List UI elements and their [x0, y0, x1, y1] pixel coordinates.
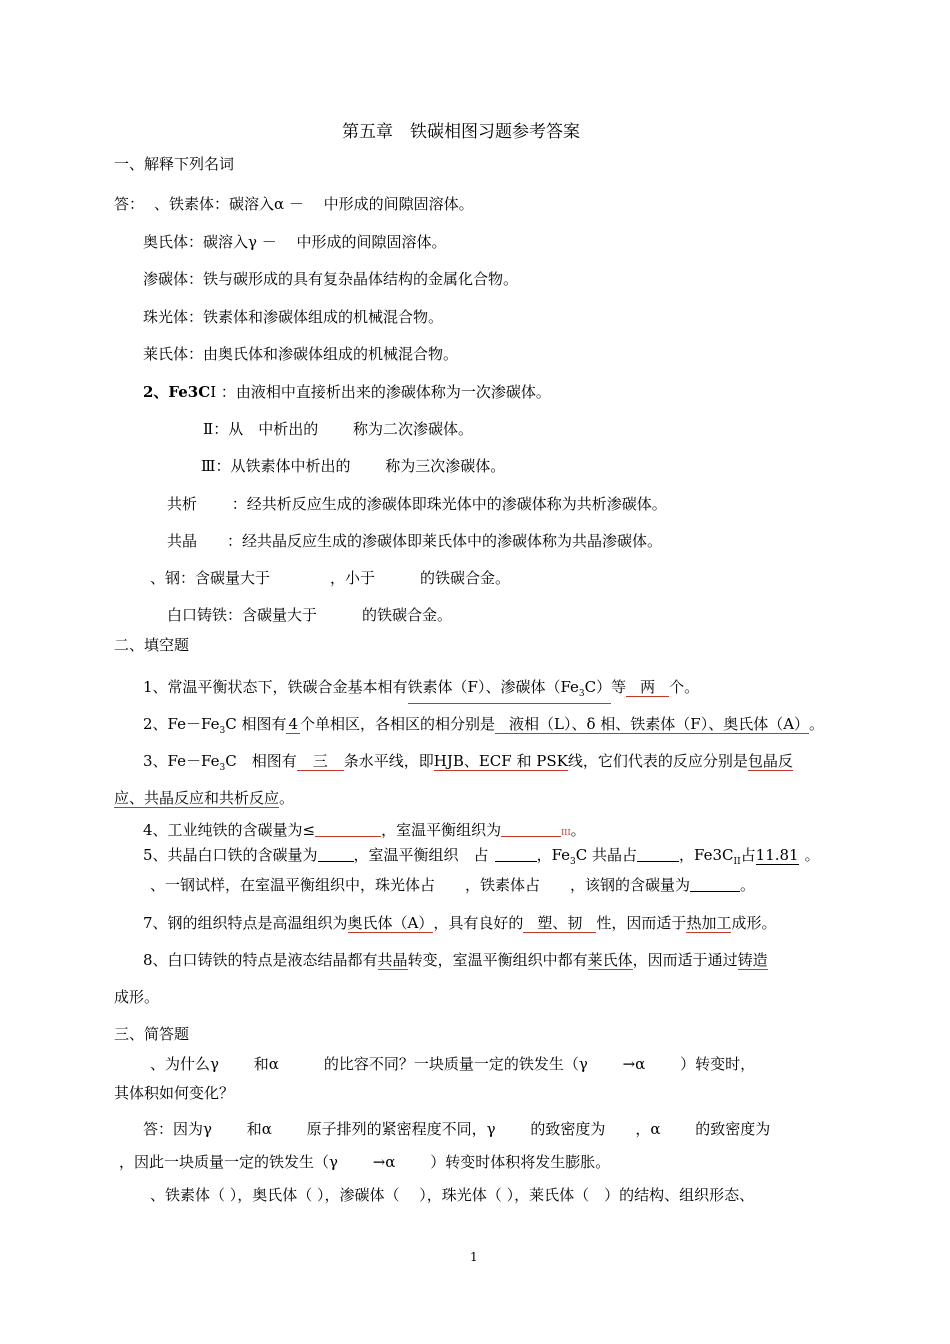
fill-q6-text: 、一钢试样，在室温平衡组织中，珠光体占 ，铁素体占 ，该钢的含碳量为: [150, 876, 691, 894]
fill-q7-text-b: ，具有良好的: [433, 914, 524, 932]
fill-q8-text: 8、白口铸铁的特点是液态结晶都有: [143, 951, 378, 969]
fill-q4-text-b: ，室温平衡组织为: [381, 821, 502, 839]
fill-q7: [143, 913, 776, 933]
short-q1-cont: 其体积如何变化？: [114, 1084, 235, 1102]
fill-q1-answer-count: 两: [626, 679, 669, 697]
fill-q3-answer-lines: HJB、ECF 和 PSK: [433, 752, 568, 770]
fill-q3: [143, 751, 793, 778]
fill-q3-cont: [114, 788, 294, 808]
fill-q1-answer-phases: [408, 679, 612, 704]
fill-q8-text-c: ，因而适于通过: [632, 951, 738, 969]
fill-q1-text-c: 个。: [669, 678, 700, 696]
fill-q5-blank-carbon: [318, 846, 354, 862]
fill-q3-text-d: 线，它们代表的反应分别是: [567, 752, 748, 770]
fill-q3-sub: 3: [219, 763, 226, 773]
fill-q5-blank-ratio: [495, 846, 537, 862]
term-fe3c-label: 2、Fe3C: [143, 383, 211, 401]
fill-q2-answer-phases: 液相（L）、δ 相、铁素体（F）、奥氏体（A）: [495, 716, 809, 734]
fill-q3-answer-count: 三: [297, 753, 344, 771]
short-q2: 、铁素体（ ），奥氏体（ ），渗碳体（ ），珠光体（ ），莱氏体（ ）的结构、组织形态、: [150, 1186, 755, 1204]
fill-q7-text: 7、钢的组织特点是高温组织为: [143, 914, 348, 932]
fill-q6-blank-carbon: [690, 876, 740, 892]
fill-q3-answer-reactions-b: 应、共晶反应和共析反应: [114, 789, 280, 807]
section-heading-1: 一、解释下列名词: [114, 155, 235, 173]
fill-q5-text-b: ，室温平衡组织 占: [353, 846, 489, 864]
term-pearlite: 珠光体：铁素体和渗碳体组成的机械混合物。: [143, 308, 444, 326]
fill-q5-text-d: C 共晶占: [575, 846, 638, 864]
short-a1: 答：因为γ 和α 原子排列的紧密程度不同，γ 的致密度为 ，α 的致密度为: [143, 1120, 771, 1138]
term-steel: 、钢：含碳量大于 ，小于 的铁碳合金。: [150, 569, 511, 587]
section-heading-2: 二、填空题: [114, 636, 190, 654]
fill-q4-text-c: 。: [570, 821, 586, 839]
fill-q2-sub: 3: [219, 726, 226, 736]
fill-q8-answer-ledeburite: 莱氏体: [587, 951, 633, 969]
term-ferrite: 、铁素体：碳溶入α － 中形成的间隙固溶体。: [154, 195, 474, 213]
fill-q6-text-b: 。: [740, 876, 756, 894]
fill-q7-answer-ductile: 塑、韧: [523, 915, 596, 933]
fill-q5-answer-fe3c2: 11.81: [755, 846, 799, 864]
fill-q4-text: 4、工业纯铁的含碳量为≤: [143, 821, 316, 839]
term-fe3c-tertiary: Ⅲ：从铁素体中析出的 称为三次渗碳体。: [201, 457, 506, 475]
fill-q8-answer-casting: 铸造: [737, 951, 768, 969]
fill-q3-text-c: 条水平线，即: [343, 752, 434, 770]
fill-q2-answer-count: 4: [288, 715, 299, 733]
fill-q4-mark: III: [561, 828, 571, 837]
term-cementite: 渗碳体：铁与碳形成的具有复杂晶体结构的金属化合物。: [143, 270, 519, 288]
fill-q8-text-b: 转变，室温平衡组织中都有: [407, 951, 588, 969]
fill-q7-text-c: 性，因而适于: [596, 914, 687, 932]
fill-q8-answer-eutectic: 共晶: [377, 951, 408, 969]
fill-q2-text: 2、Fe－Fe: [143, 715, 220, 733]
fill-q2-text-c: 个单相区，各相区的相分别是: [300, 715, 496, 733]
fill-q5-sub2: II: [733, 857, 741, 867]
fill-q1-text-b: 等: [611, 678, 627, 696]
fill-q5-text-f: 占: [740, 846, 756, 864]
fill-q4: [143, 820, 586, 843]
short-a1-cont: ，因此一块质量一定的铁发生（γ →α ）转变时体积将发生膨胀。: [119, 1153, 611, 1171]
fill-q5-text: 5、共晶白口铁的含碳量为: [143, 846, 318, 864]
term-white-cast-iron: 白口铸铁：含碳量大于 的铁碳合金。: [167, 606, 453, 624]
fill-q7-text-d: 成形。: [731, 914, 777, 932]
fill-q3-answer-reactions-a: 包晶反: [747, 752, 793, 770]
term-fe3c-primary: [143, 382, 551, 402]
fill-q5-text-g: 。: [804, 846, 820, 864]
short-q1: 、为什么γ 和α 的比容不同？一块质量一定的铁发生（γ →α ）转变时，: [150, 1055, 756, 1073]
fill-q5-text-e: ，Fe3C: [679, 846, 734, 864]
section-heading-3: 三、简答题: [114, 1025, 190, 1043]
fill-q8: [143, 950, 768, 970]
fill-q1-sub: 3: [578, 689, 585, 699]
fill-q8-cont: 成形。: [114, 988, 160, 1006]
fill-q1-answer-b: C）: [584, 678, 612, 696]
fill-q3-text: 3、Fe－Fe: [143, 752, 220, 770]
page-title: 第五章 铁碳相图习题参考答案: [342, 122, 580, 142]
fill-q4-blank-structure: [501, 821, 561, 837]
fill-q1-answer-a: 铁素体（F）、渗碳体（Fe: [407, 678, 579, 696]
fill-q5-sub: 3: [570, 857, 576, 867]
page-number: 1: [470, 1250, 478, 1264]
term-austenite: 奥氏体：碳溶入γ － 中形成的间隙固溶体。: [143, 233, 447, 251]
term-eutectoid-cementite: 共析 ：经共析反应生成的渗碳体即珠光体中的渗碳体称为共析渗碳体。: [167, 495, 667, 513]
fill-q5: [143, 845, 820, 872]
term-fe3c-secondary: Ⅱ：从 中析出的 称为二次渗碳体。: [203, 420, 473, 438]
term-fe3c-primary-text: Ⅰ ：由液相中直接析出来的渗碳体称为一次渗碳体。: [210, 383, 551, 401]
fill-q7-answer-austenite: 奥氏体（A）: [347, 914, 434, 932]
fill-q3-text-e: 。: [279, 789, 295, 807]
answer-prefix: 答：: [114, 195, 145, 213]
fill-q2-text-b: C 相图有: [225, 715, 287, 733]
fill-q3-text-b: C 相图有: [225, 752, 297, 770]
fill-q5-blank-eutectic: [637, 846, 679, 862]
fill-q4-blank-carbon: [315, 821, 381, 837]
fill-q2-text-d: 。: [809, 715, 825, 733]
fill-q7-answer-hotwork: 热加工: [686, 914, 732, 932]
term-ledeburite: 莱氏体：由奥氏体和渗碳体组成的机械混合物。: [143, 345, 459, 363]
fill-q5-text-c: ，Fe: [536, 846, 571, 864]
fill-q2: [143, 714, 824, 741]
fill-q1: [143, 677, 699, 704]
fill-q6: [150, 875, 755, 895]
term-eutectic-cementite: 共晶 ：经共晶反应生成的渗碳体即莱氏体中的渗碳体称为共晶渗碳体。: [167, 532, 663, 550]
fill-q1-text: 1、常温平衡状态下，铁碳合金基本相有: [143, 678, 408, 696]
